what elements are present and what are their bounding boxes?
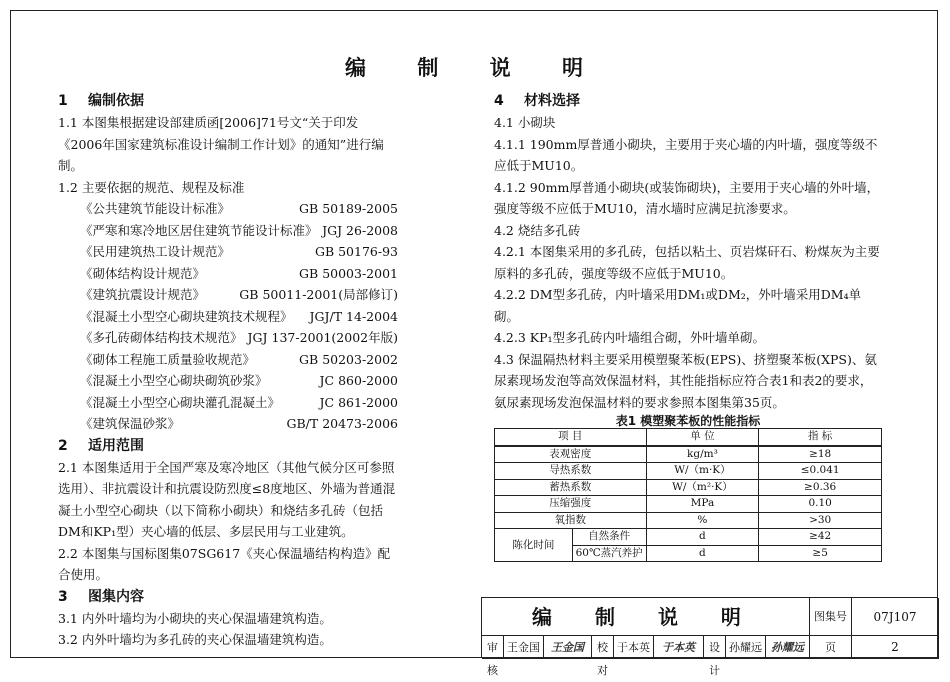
page-label: 页 [810, 636, 852, 659]
right-column [494, 90, 882, 413]
table-row: 氧指数 % >30 [495, 512, 882, 529]
check-label: 校对 [592, 636, 614, 659]
table-row: 60℃蒸汽养护 d ≥5 [495, 545, 882, 562]
checker-name: 于本英 [614, 636, 654, 659]
para-1-2: 1.2 主要依据的规范、规程及标准 [58, 179, 245, 195]
col-header-value: 指 标 [759, 429, 882, 446]
standard-item: 《砌体工程施工质量验收规范》 GB 50203-2002 [80, 351, 398, 367]
col-header-unit: 单 位 [646, 429, 759, 446]
group-label: 陈化时间 [495, 529, 573, 562]
para-1-1: 1.1 本图集根据建设部建质函[2006]71号文“关于印发《2006年国家建筑标准设计编制工作计划》的通知”进行编制。 [58, 115, 384, 173]
standard-item: 《建筑抗震设计规范》 GB 50011-2001(局部修订) [80, 287, 398, 302]
standard-item: 《严寒和寒冷地区居住建筑节能设计标准》 JGJ 26-2008 [80, 222, 398, 238]
para-4-1-1: 4.1.1 190mm厚普通小砌块，主要用于夹心墙的内叶墙，强度等级不应低于MU10。 [494, 136, 878, 173]
table-row: 表观密度 kg/m³ ≥18 [495, 446, 882, 463]
page-title: 编 制 说 明 [345, 56, 605, 80]
para-4-2-3: 4.2.3 KP₁型多孔砖内叶墙组合砌，外叶墙单砌。 [494, 330, 766, 345]
table-row: 陈化时间 自然条件 d ≥42 [495, 529, 882, 546]
reviewer-signature: 王金国 [544, 636, 592, 659]
standard-item: 《混凝土小型空心砌块灌孔混凝土》 JC 861-2000 [80, 394, 398, 410]
table-row: 导热系数 W/（m·K） ≤0.041 [495, 463, 882, 480]
para-2-1: 2.1 本图集适用于全国严寒及寒冷地区（其他气候分区可参照选用）、非抗震设计和抗震设防烈度≤8度地区、外墙为普通混凝土小型空心砌块（以下简称小砌块）和烧结多孔砖（包括DM和KP₁型）夹心墙的低层、多层民用与工业建筑。 [58, 459, 396, 539]
table-header-row [495, 429, 882, 446]
standard-item: 《建筑保温砂浆》 GB/T 20473-2006 [80, 416, 398, 431]
designer-signature: 孙耀远 [766, 636, 810, 659]
atlas-number: 07J107 [852, 598, 939, 636]
section-3-heading: 3 图集内容 [58, 588, 144, 605]
checker-signature: 于本英 [654, 636, 704, 659]
designer-name: 孙耀远 [726, 636, 766, 659]
design-label: 设计 [704, 636, 726, 659]
standard-item: 《砌体结构设计规范》 GB 50003-2001 [80, 265, 398, 281]
para-2-2: 2.2 本图集与国标图集07SG617《夹心保温墙结构构造》配合使用。 [58, 545, 391, 582]
para-4-2-2: 4.2.2 DM型多孔砖，内叶墙采用DM₁或DM₂，外叶墙采用DM₄单砌。 [494, 287, 862, 324]
table-row: 蓄热系数 W/（m²·K） ≥0.36 [495, 479, 882, 496]
section-1-heading: 1 编制依据 [58, 93, 144, 109]
page-number: 2 [852, 636, 939, 659]
col-header-item: 项 目 [495, 429, 647, 446]
para-4-2: 4.2 烧结多孔砖 [494, 222, 581, 238]
section-4-heading: 4 材料选择 [494, 93, 580, 109]
review-label: 审核 [482, 636, 504, 659]
standard-item: 《公共建筑节能设计标准》 GB 50189-2005 [80, 201, 398, 216]
para-3-2: 3.2 内外叶墙均为多孔砖的夹心保温墙建筑构造。 [58, 632, 332, 647]
table-row: 压缩强度 MPa 0.10 [495, 496, 882, 513]
para-4-2-1: 4.2.1 本图集采用的多孔砖，包括以粘土、页岩煤矸石、粉煤灰为主要原料的多孔砖，强度等级不应低于MU10。 [494, 244, 880, 281]
standards-list [58, 198, 398, 435]
table-caption: 表1 模塑聚苯板的性能指标 [615, 414, 761, 428]
standard-item: 《民用建筑热工设计规范》 GB 50176-93 [80, 244, 398, 259]
title-block [481, 597, 938, 677]
left-column [58, 90, 398, 651]
standard-item: 《混凝土小型空心砌块砌筑砂浆》 JC 860-2000 [80, 373, 398, 388]
title-block-title: 编 制 说 明 [482, 598, 810, 636]
para-3-1: 3.1 内外叶墙均为小砌块的夹心保温墙建筑构造。 [58, 610, 332, 626]
para-4-1: 4.1 小砌块 [494, 115, 556, 130]
reviewer-name: 王金国 [504, 636, 544, 659]
section-2-heading: 2 适用范围 [58, 437, 144, 454]
para-4-3: 4.3 保温隔热材料主要采用模塑聚苯板(EPS)、挤塑聚苯板(XPS)、氨尿素现场发泡等高效保温材料，其性能指标应符合表1和表2的要求，氨尿素现场发泡保温材料的要求参照本图集第35页。 [494, 351, 877, 410]
para-4-1-2: 4.1.2 90mm厚普通小砌块(或装饰砌块)，主要用于夹心墙的外叶墙，强度等级不应低于MU10，清水墙时应满足抗渗要求。 [494, 179, 880, 216]
standard-item: 《混凝土小型空心砌块建筑技术规程》 JGJ/T 14-2004 [80, 308, 398, 324]
standard-item: 《多孔砖砌体结构技术规范》 JGJ 137-2001(2002年版) [80, 330, 398, 345]
eps-spec-table [494, 428, 882, 562]
atlas-label: 图集号 [810, 598, 852, 636]
